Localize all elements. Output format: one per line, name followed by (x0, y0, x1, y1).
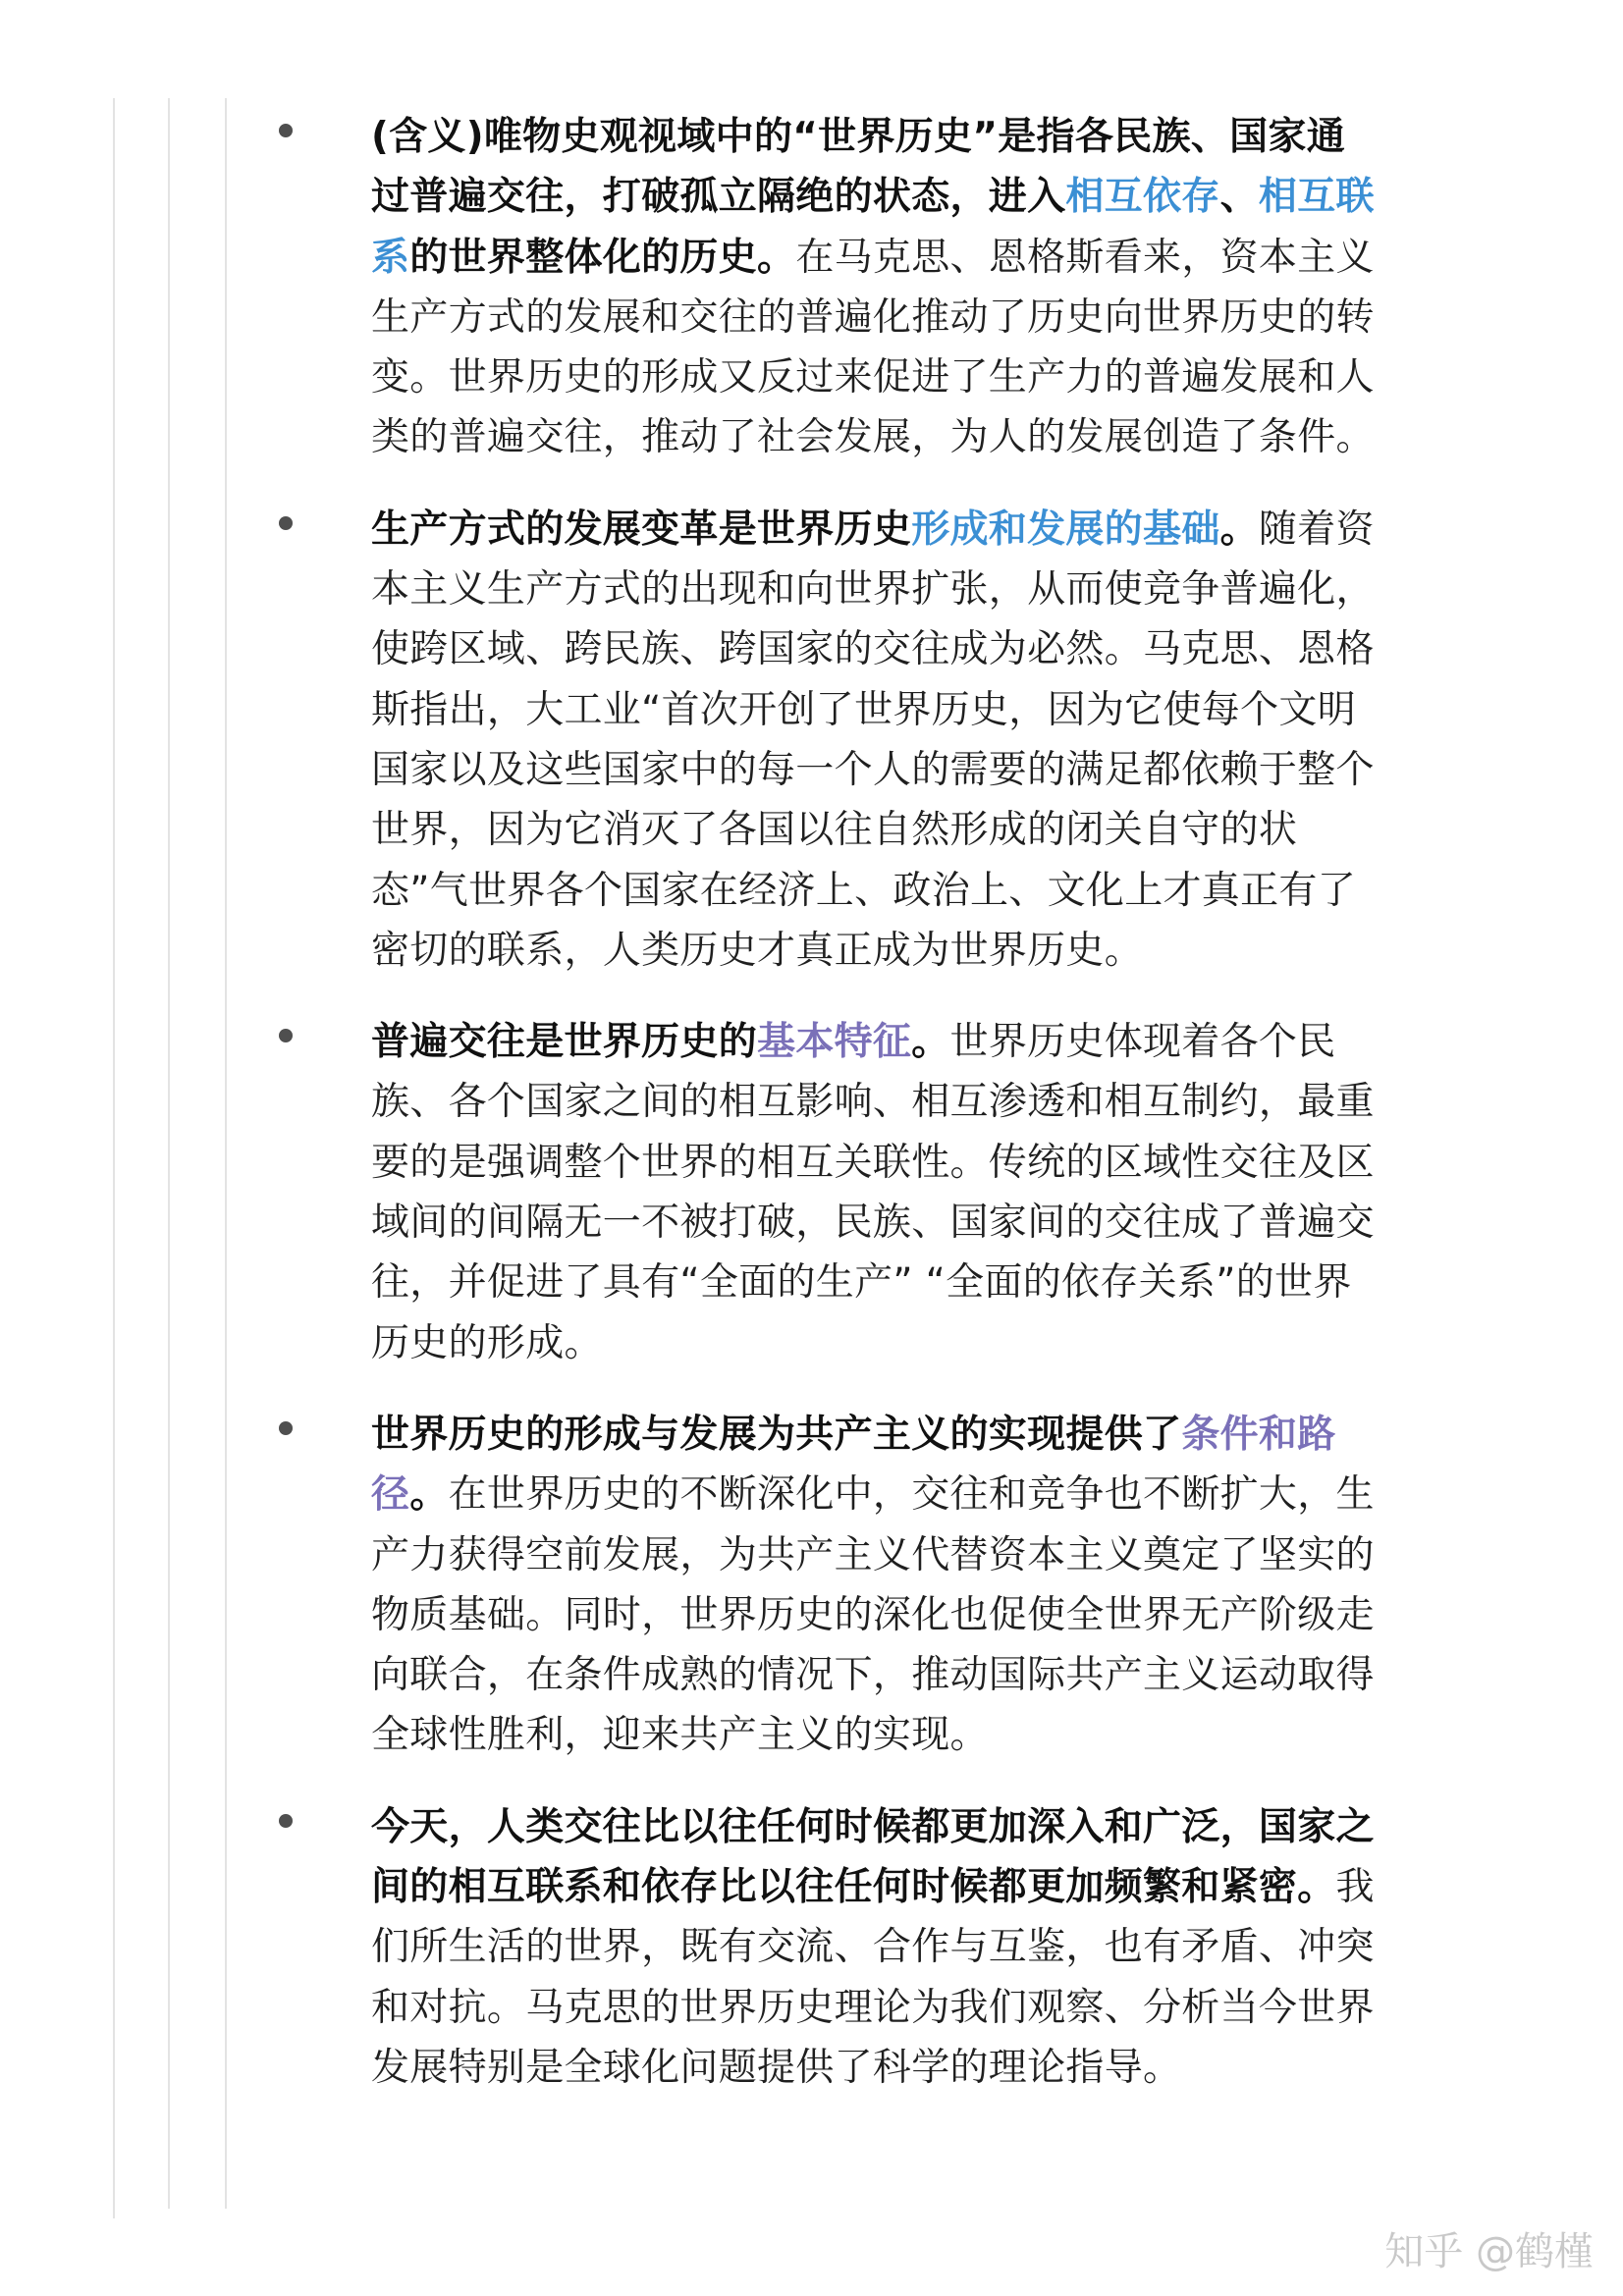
list-item (371, 500, 1382, 981)
bullet-icon (279, 1029, 293, 1042)
bold-text: 的世界整体化的历史。 (409, 235, 796, 280)
list-item (371, 1797, 1382, 2098)
bullet-icon (279, 1814, 293, 1828)
bold-text: 。 (1219, 507, 1259, 552)
zhihu-watermark: 知乎 @鹤槿 (1384, 2229, 1594, 2274)
highlight-text: 条件和路径 (371, 1412, 1336, 1518)
highlight-text: 基本特征 (757, 1020, 912, 1065)
bold-text: 生产方式的发展变革是世界历史 (371, 507, 912, 552)
bullet-icon (279, 1421, 293, 1435)
bold-text: 今天，人类交往比以往任何时候都更加深入和广泛，国家之间的相互联系和依存比以往任何时候都更加频繁和紧密。 (371, 1804, 1375, 1910)
body-text: 我们所生活的世界，既有交流、合作与互鉴，也有矛盾、冲突和对抗。马克思的世界历史理论为我们观察、分析当今世界发展特别是全球化问题提供了科学的理论指导。 (371, 1865, 1375, 2090)
bold-text: (含义)唯物史观视域中的“世界历史”是指各民族、国家通过普遍交往，打破孤立隔绝的状态，进入 (371, 115, 1346, 220)
bold-text: 、 (1219, 175, 1259, 220)
paragraph (371, 1405, 1382, 1766)
highlight-text: 相互联系 (371, 175, 1375, 280)
bullet-icon (279, 124, 293, 137)
paragraph (371, 1797, 1382, 2098)
body-text: 随着资本主义生产方式的出现和向世界扩张，从而使竞争普遍化，使跨区域、跨民族、跨国家的交往成为必然。马克思、恩格斯指出，大工业“首次开创了世界历史，因为它使每个文明国家以及这些国家中的每一个人的需要的满足都依赖于整个世界，因为它消灭了各国以往自然形成的闭关自守的状态”气世界各个国家在经济上、政治上、文化上才真正有了密切的联系，人类历史才真正成为世界历史。 (371, 507, 1375, 973)
body-text: 在世界历史的不断深化中，交往和竞争也不断扩大，生产力获得空前发展，为共产主义代替资本主义奠定了坚实的物质基础。同时，世界历史的深化也促使全世界无产阶级走向联合，在条件成熟的情况下，推动国际共产主义运动取得全球性胜利，迎来共产主义的实现。 (371, 1472, 1375, 1758)
bullet-list (371, 107, 1382, 2129)
bullet-icon (279, 516, 293, 530)
body-text: 世界历史体现着各个民族、各个国家之间的相互影响、相互渗透和相互制约，最重要的是强调整个世界的相互关联性。传统的区域性交往及区域间的间隔无一不被打破，民族、国家间的交往成了普遍交往，并促进了具有“全面的生产” “全面的依存关系”的世界历史的形成。 (371, 1020, 1375, 1365)
paragraph (371, 107, 1382, 468)
highlight-text: 形成和发展的基础 (911, 507, 1220, 552)
bold-text: 普遍交往是世界历史的 (371, 1020, 758, 1065)
list-item (371, 1405, 1382, 1766)
margin-rule-inner (225, 98, 227, 2209)
bold-text: 世界历史的形成与发展为共产主义的实现提供了 (371, 1412, 1182, 1457)
highlight-text: 相互依存 (1065, 175, 1220, 220)
list-item (371, 1012, 1382, 1373)
list-item (371, 107, 1382, 468)
margin-rule-middle (168, 98, 170, 2209)
paragraph (371, 500, 1382, 981)
paragraph (371, 1012, 1382, 1373)
body-text: 在马克思、恩格斯看来，资本主义生产方式的发展和交往的普遍化推动了历史向世界历史的转变。世界历史的形成又反过来促进了生产力的普遍发展和人类的普遍交往，推动了社会发展，为人的发展创造了条件。 (371, 235, 1375, 460)
bold-text: 。 (911, 1020, 950, 1065)
bold-text: 。 (409, 1472, 449, 1518)
margin-rule-outer (113, 98, 115, 2218)
